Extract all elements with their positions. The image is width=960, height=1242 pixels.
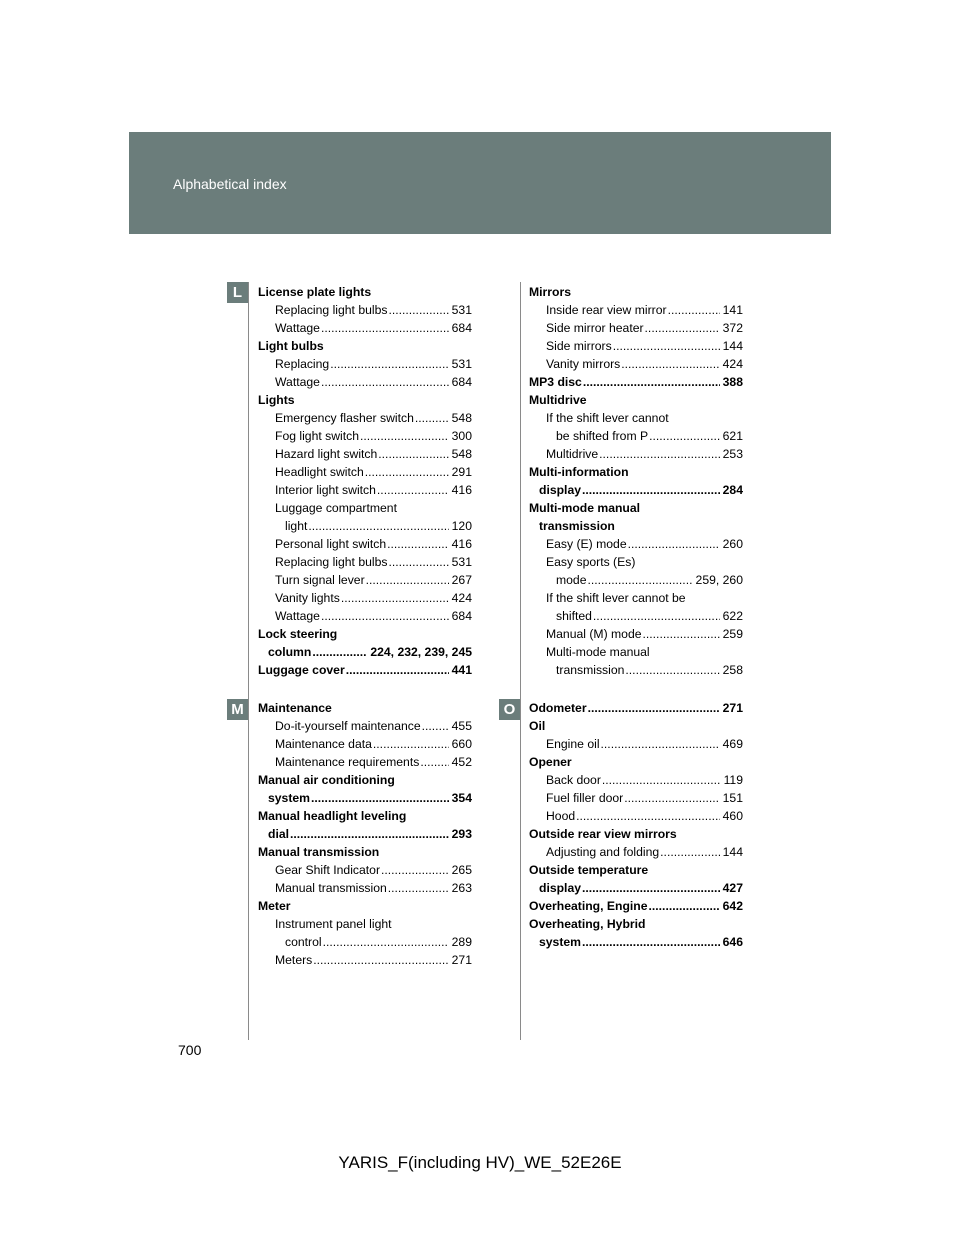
index-heading: Overheating, Hybrid bbox=[529, 917, 646, 931]
index-heading: Mirrors bbox=[529, 285, 571, 299]
index-entry: Fuel filler door ..... 151 bbox=[529, 789, 743, 807]
index-entry: Fog light switch ..... 300 bbox=[258, 427, 472, 445]
index-entry: Interior light switch ..... 416 bbox=[258, 481, 472, 499]
index-entry: Turn signal lever ..... 267 bbox=[258, 571, 472, 589]
index-entry: dial ..... 293 bbox=[258, 825, 472, 843]
index-heading: Multidrive bbox=[529, 393, 587, 407]
index-entry: Maintenance requirements ..... 452 bbox=[258, 753, 472, 771]
index-entry: display ..... 427 bbox=[529, 879, 743, 897]
index-entry: Side mirror heater ..... 372 bbox=[529, 319, 743, 337]
index-entry: Emergency flasher switch ..... 548 bbox=[258, 409, 472, 427]
index-entry: Meters ..... 271 bbox=[258, 951, 472, 969]
index-entry: light ..... 120 bbox=[258, 517, 472, 535]
index-entry: shifted ..... 622 bbox=[529, 607, 743, 625]
page-number: 700 bbox=[178, 1042, 202, 1058]
index-column-left bbox=[258, 283, 472, 969]
index-heading: Light bulbs bbox=[258, 339, 324, 353]
index-column-right bbox=[529, 283, 743, 951]
index-entry: Side mirrors ..... 144 bbox=[529, 337, 743, 355]
index-entry-text: Luggage compartment bbox=[275, 501, 397, 515]
index-entry: system ..... 354 bbox=[258, 789, 472, 807]
right-column-rule bbox=[520, 282, 521, 1040]
index-entry: Wattage ..... 684 bbox=[258, 319, 472, 337]
index-heading: License plate lights bbox=[258, 285, 372, 299]
index-entry: column ..... 224, 232, 239, 245 bbox=[258, 643, 472, 661]
index-heading: Manual transmission bbox=[258, 845, 380, 859]
index-entry: Adjusting and folding ..... 144 bbox=[529, 843, 743, 861]
index-entry: Engine oil ..... 469 bbox=[529, 735, 743, 753]
index-entry: Multidrive ..... 253 bbox=[529, 445, 743, 463]
index-entry: Replacing light bulbs ..... 531 bbox=[258, 301, 472, 319]
index-heading: Manual headlight leveling bbox=[258, 809, 407, 823]
index-entry: Replacing light bulbs ..... 531 bbox=[258, 553, 472, 571]
index-heading: Lock steering bbox=[258, 627, 338, 641]
page-header bbox=[129, 132, 831, 234]
index-entry: Inside rear view mirror ..... 141 bbox=[529, 301, 743, 319]
index-entry-text: Instrument panel light bbox=[275, 917, 392, 931]
index-entry: Hazard light switch ..... 548 bbox=[258, 445, 472, 463]
index-entry: be shifted from P ..... 621 bbox=[529, 427, 743, 445]
index-entry: Wattage ..... 684 bbox=[258, 373, 472, 391]
index-entry: Manual (M) mode ..... 259 bbox=[529, 625, 743, 643]
index-entry: display ..... 284 bbox=[529, 481, 743, 499]
index-entry: Do-it-yourself maintenance ..... 455 bbox=[258, 717, 472, 735]
index-entry: Wattage ..... 684 bbox=[258, 607, 472, 625]
index-entry: Headlight switch ..... 291 bbox=[258, 463, 472, 481]
index-heading: Multi-mode manual bbox=[529, 501, 641, 515]
index-entry-text: Easy sports (Es) bbox=[546, 555, 636, 569]
index-entry: Replacing ..... 531 bbox=[258, 355, 472, 373]
index-heading-cont: transmission bbox=[539, 519, 615, 533]
index-entry: mode ..... 259, 260 bbox=[529, 571, 743, 589]
index-entry: Back door ..... 119 bbox=[529, 771, 743, 789]
index-entry: Luggage cover ..... 441 bbox=[258, 661, 472, 679]
index-heading: Outside temperature bbox=[529, 863, 649, 877]
index-entry: Overheating, Engine ..... 642 bbox=[529, 897, 743, 915]
index-entry: Vanity lights ..... 424 bbox=[258, 589, 472, 607]
index-heading: Multi-information bbox=[529, 465, 629, 479]
index-heading: Manual air conditioning bbox=[258, 773, 395, 787]
index-entry: Hood ..... 460 bbox=[529, 807, 743, 825]
index-heading: Oil bbox=[529, 719, 546, 733]
header-title: Alphabetical index bbox=[173, 176, 287, 192]
index-heading: Lights bbox=[258, 393, 295, 407]
footer-code: YARIS_F(including HV)_WE_52E26E bbox=[338, 1153, 622, 1172]
index-entry-text: If the shift lever cannot be bbox=[546, 591, 686, 605]
index-heading: Outside rear view mirrors bbox=[529, 827, 677, 841]
index-entry: control ..... 289 bbox=[258, 933, 472, 951]
index-entry: Vanity mirrors ..... 424 bbox=[529, 355, 743, 373]
index-entry: transmission ..... 258 bbox=[529, 661, 743, 679]
index-heading: Maintenance bbox=[258, 701, 332, 715]
index-entry: MP3 disc ..... 388 bbox=[529, 373, 743, 391]
index-entry: Easy (E) mode ..... 260 bbox=[529, 535, 743, 553]
index-entry: Odometer ..... 271 bbox=[529, 699, 743, 717]
index-entry: Personal light switch ..... 416 bbox=[258, 535, 472, 553]
index-entry-text: If the shift lever cannot bbox=[546, 411, 669, 425]
left-column-rule bbox=[248, 282, 249, 1040]
index-entry-text: Multi-mode manual bbox=[546, 645, 650, 659]
index-heading: Meter bbox=[258, 899, 291, 913]
index-entry: system ..... 646 bbox=[529, 933, 743, 951]
section-tab-o: O bbox=[499, 699, 520, 720]
index-entry: Maintenance data ..... 660 bbox=[258, 735, 472, 753]
index-entry: Manual transmission ..... 263 bbox=[258, 879, 472, 897]
section-tab-m: M bbox=[227, 699, 248, 720]
index-heading: Opener bbox=[529, 755, 572, 769]
section-tab-l: L bbox=[227, 282, 248, 303]
index-entry: Gear Shift Indicator ..... 265 bbox=[258, 861, 472, 879]
